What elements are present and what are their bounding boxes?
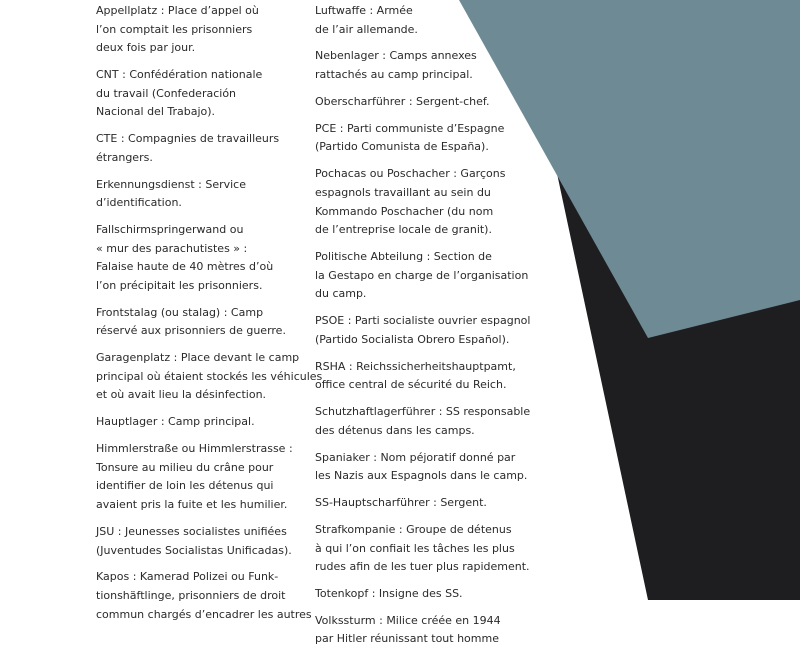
glossary-entry-line: l’on précipitait les prisonniers. (96, 278, 263, 292)
glossary-entry (315, 93, 515, 112)
glossary-entry-line: Frontstalag (ou stalag) : Camp (96, 305, 264, 319)
glossary-entry (315, 585, 515, 604)
glossary-entry-line: Erkennungsdienst : Service (96, 177, 246, 191)
glossary-entry (315, 120, 515, 157)
glossary-entry-line: d’identification. (96, 196, 182, 210)
glossary-entry-line: des détenus dans les camps. (315, 423, 475, 437)
glossary-entry (96, 176, 296, 213)
glossary-entry-line: tionshäftlinge, prisonniers de droit (96, 589, 286, 602)
glossary-entry (96, 130, 296, 167)
glossary-entry-line: Spaniaker : Nom péjoratif donné par (315, 450, 516, 464)
glossary-entry-line: SS-Hauptscharführer : Sergent. (315, 496, 487, 510)
glossary-entry-line: Garagenplatz : Place devant le camp (96, 351, 300, 365)
glossary-column-right (315, 2, 531, 657)
glossary-entry (96, 440, 296, 514)
glossary-entry-line: de l’entreprise locale de granit). (315, 223, 492, 237)
glossary-entry (96, 304, 296, 341)
glossary-entry-line: (Partido Socialista Obrero Español). (315, 332, 510, 346)
glossary-entry-line: Nacional del Trabajo). (96, 105, 216, 119)
glossary-entry-line: principal où étaient stockés les véhicules (96, 369, 323, 383)
glossary-entry (96, 221, 296, 295)
glossary-entry-line: Oberscharführer : Sergent-chef. (315, 94, 490, 108)
glossary-entry (96, 523, 296, 560)
glossary-entry-line: (Partido Comunista de España). (315, 140, 489, 154)
glossary-entry (315, 312, 531, 349)
glossary-entry (96, 568, 312, 624)
glossary-entry-line: Falaise haute de 40 mètres d’où (96, 260, 274, 274)
glossary-entry-line: Totenkopf : Insigne des SS. (315, 587, 463, 600)
glossary-entry (315, 358, 515, 395)
glossary-entry (315, 521, 530, 577)
glossary-entry-line: par Hitler réunissant tout homme (315, 632, 499, 646)
glossary-entry-line: à qui l’on confiait les tâches les plus (315, 541, 515, 555)
glossary-entry (315, 165, 515, 239)
glossary-entry-line: du travail (Confederación (96, 86, 237, 100)
glossary-entry-line: Schutzhaftlagerführer : SS responsable (315, 405, 531, 419)
glossary-entry-line: avaient pris la fuite et les humilier. (96, 498, 288, 512)
glossary-entry-line: PCE : Parti communiste d’Espagne (315, 121, 505, 135)
glossary-entry-line: Hauptlager : Camp principal. (96, 415, 255, 429)
glossary-entry (315, 248, 529, 304)
glossary-entry (315, 612, 515, 649)
glossary-entry-line: du camp. (315, 287, 367, 301)
glossary-entry-line: PSOE : Parti socialiste ouvrier espagnol (315, 314, 531, 328)
glossary-entry-line: Strafkompanie : Groupe de détenus (315, 522, 512, 536)
glossary-entry-line: JSU : Jeunesses socialistes unifiées (96, 524, 287, 538)
glossary-entry (96, 2, 296, 58)
glossary-entry-line: Tonsure au milieu du crâne pour (96, 460, 274, 474)
glossary-entry-line: de l’air allemande. (315, 22, 418, 36)
glossary-entry-line: office central de sécurité du Reich. (315, 378, 507, 392)
glossary-entry-line: espagnols travaillant au sein du (315, 185, 491, 199)
glossary-entry-line: la Gestapo en charge de l’organisation (315, 268, 529, 282)
glossary-entry (315, 403, 531, 440)
glossary-entry-line: étrangers. (96, 150, 153, 164)
glossary-entry-line: rattachés au camp principal. (315, 68, 473, 82)
glossary-entry-line: rudes afin de les tuer plus rapidement. (315, 560, 530, 574)
glossary-entry-line: RSHA : Reichssicherheitshauptpamt, (315, 359, 516, 373)
glossary-entry-line: Luftwaffe : Armée (315, 4, 413, 17)
glossary-entry-line: Pochacas ou Poschacher : Garçons (315, 167, 506, 181)
glossary-entry-line: Kapos : Kamerad Polizei ou Funk- (96, 570, 279, 584)
glossary-entry-line: « mur des parachutistes » : (96, 241, 248, 255)
glossary-entry (315, 494, 515, 513)
glossary-entry-line: et où avait lieu la désinfection. (96, 388, 267, 402)
glossary-entry (315, 47, 515, 84)
glossary-entry-line: (Juventudes Socialistas Unificadas). (96, 543, 292, 557)
glossary-entry (315, 449, 528, 486)
glossary-entry (96, 66, 296, 122)
glossary-entry (96, 349, 323, 405)
glossary-entry-line: réservé aux prisonniers de guerre. (96, 324, 286, 338)
glossary-entry-line: Kommando Poschacher (du nom (315, 204, 494, 218)
glossary-entry-line: CNT : Confédération nationale (96, 68, 263, 82)
glossary-entry (315, 2, 515, 39)
glossary-entry-line: Himmlerstraße ou Himmlerstrasse : (96, 442, 293, 456)
glossary-entry-line: Nebenlager : Camps annexes (315, 49, 477, 63)
glossary-entry-line: CTE : Compagnies de travailleurs (96, 132, 280, 146)
glossary-entry-line: Volkssturm : Milice créée en 1944 (315, 613, 501, 627)
glossary-entry-line: les Nazis aux Espagnols dans le camp. (315, 469, 528, 483)
glossary-entry-line: l’on comptait les prisonniers (96, 22, 253, 36)
glossary-entry-line: identifier de loin les détenus qui (96, 479, 274, 493)
glossary-entry-line: deux fois par jour. (96, 41, 196, 55)
glossary-entry (96, 413, 296, 432)
glossary-entry-line: commun chargés d’encadrer les autres (96, 607, 312, 621)
glossary-entry-line: Appellplatz : Place d’appel où (96, 4, 259, 17)
glossary-entry-line: Politische Abteilung : Section de (315, 250, 492, 264)
glossary-entry-line: Fallschirmspringerwand ou (96, 223, 244, 237)
glossary-column-left (96, 2, 323, 632)
